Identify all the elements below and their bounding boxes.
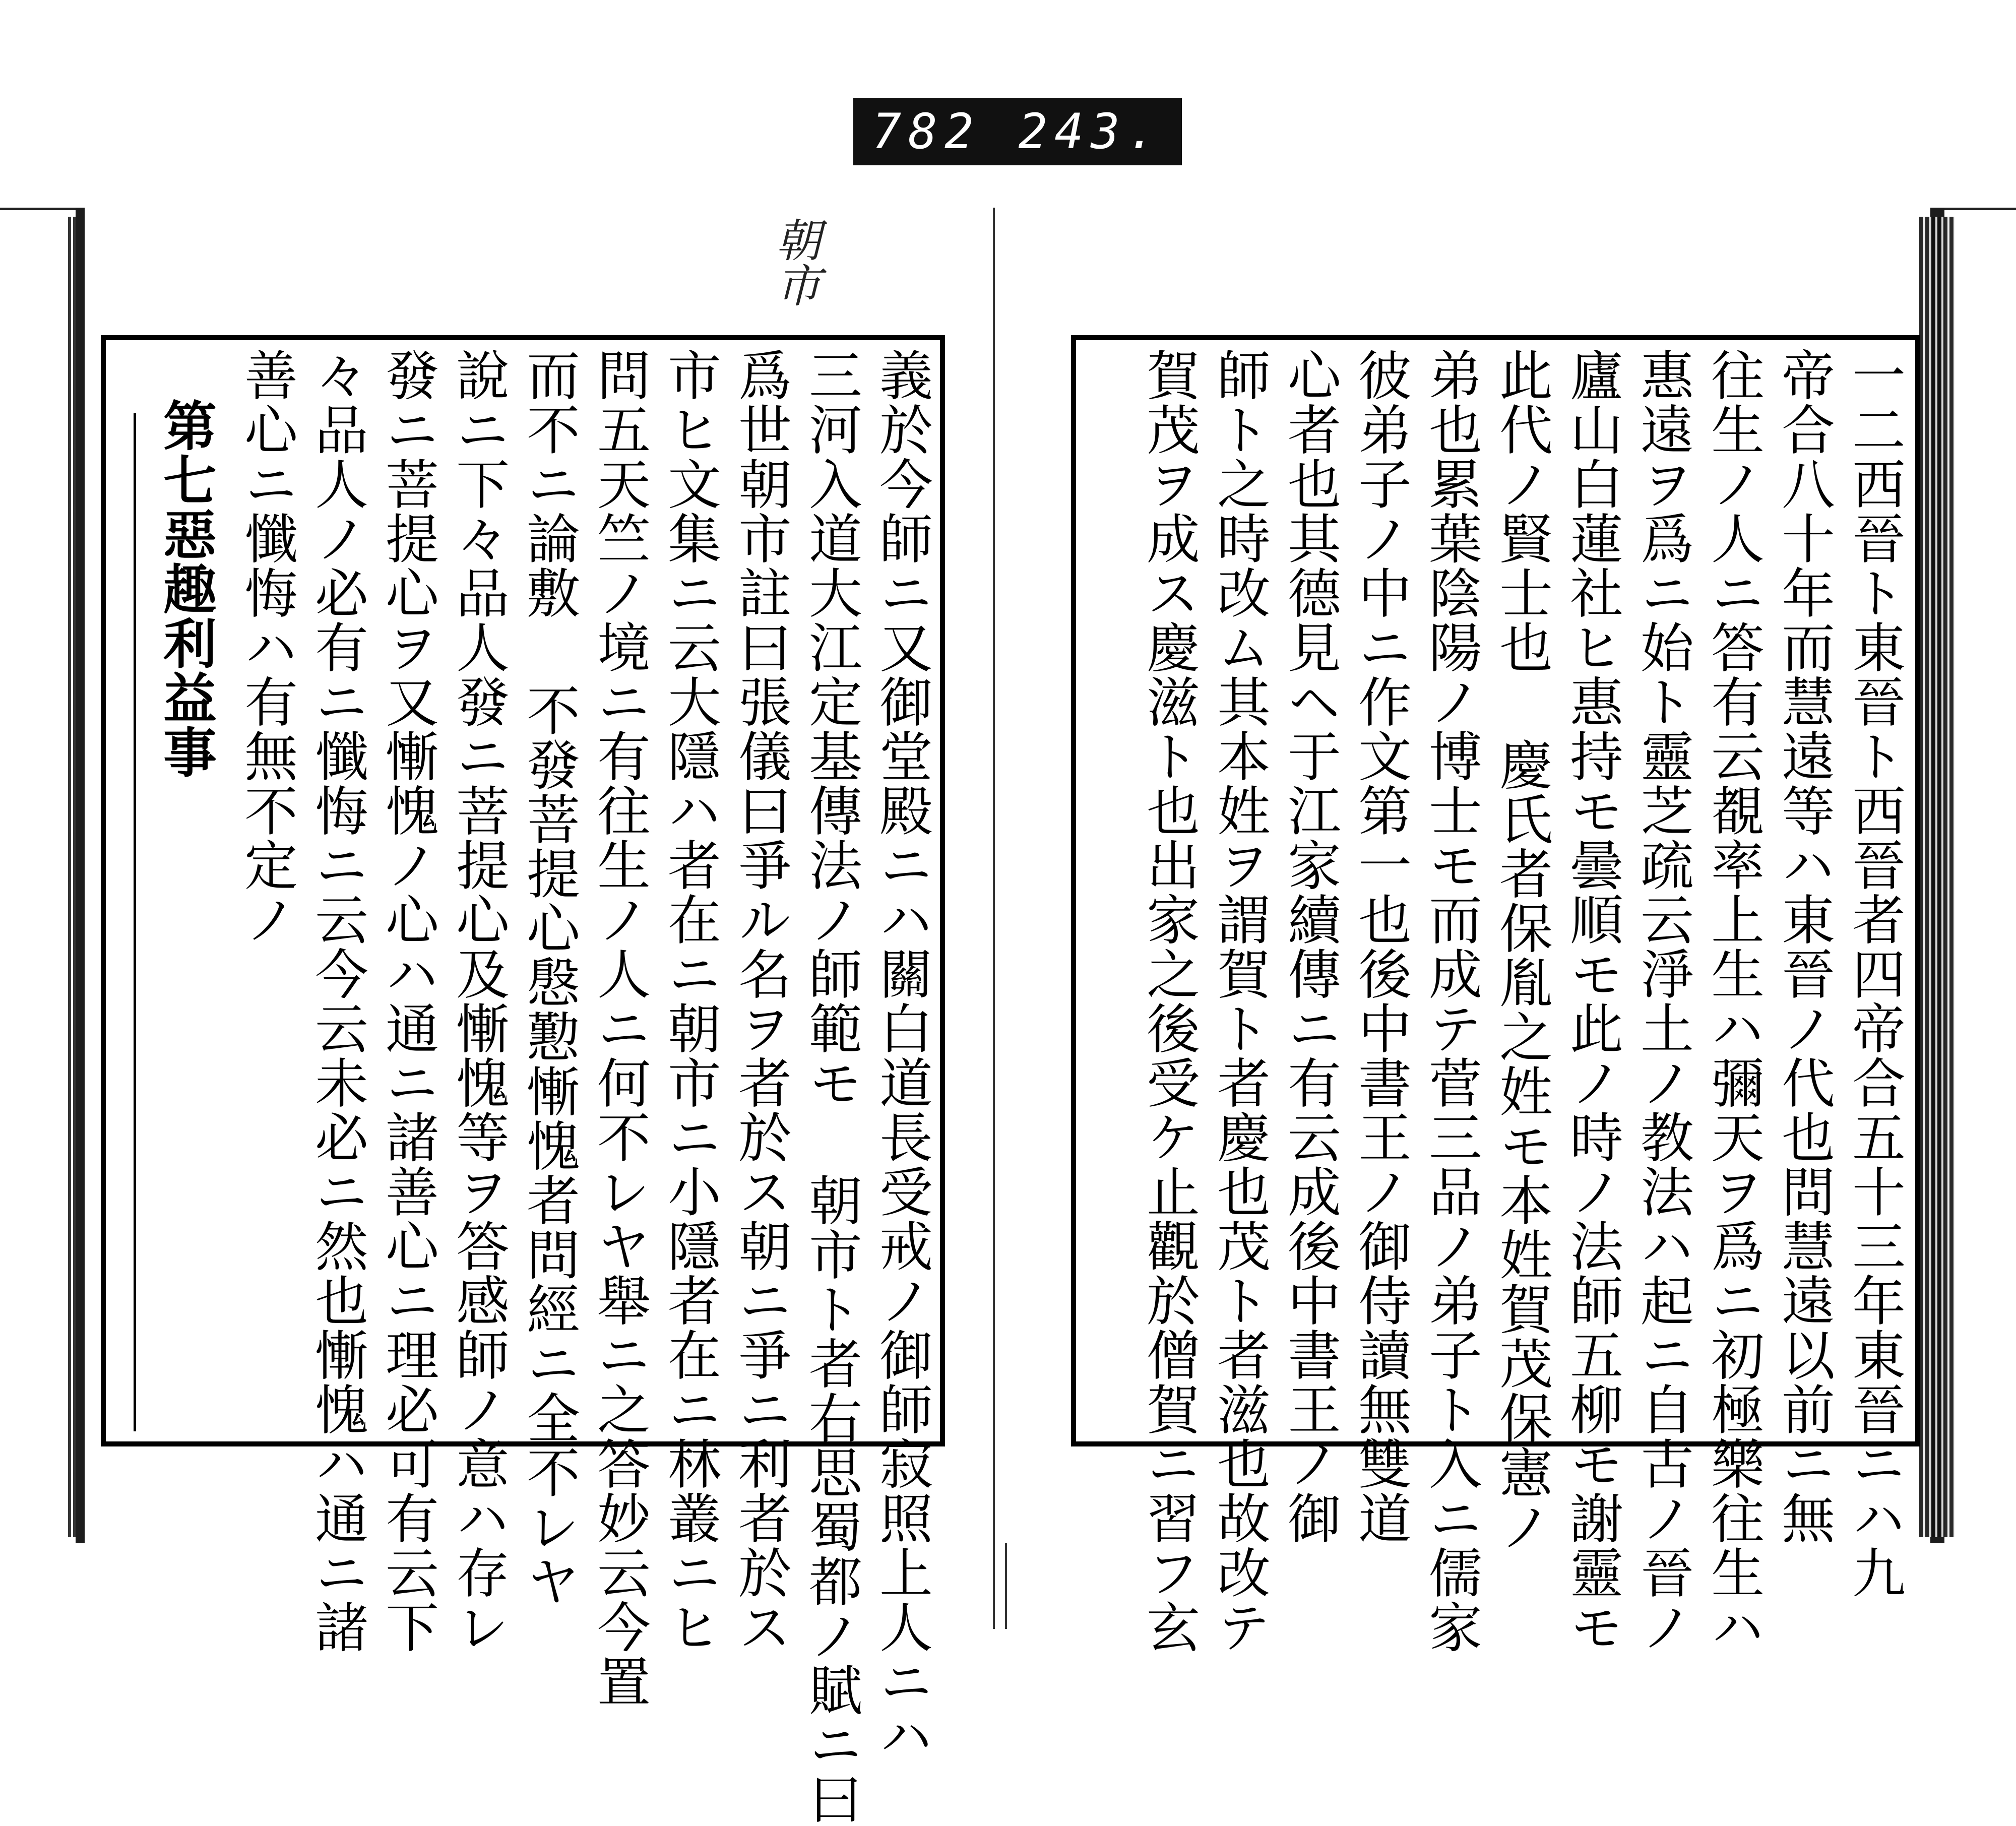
left-column-6: 而不ニ論敷 不發菩提心慇懃慚愧者問經ニ全不レヤ (518, 348, 580, 1608)
left-column-9: 々品人ノ必有ニ懺悔ニ云今云未必ニ然也慚愧ハ通ニ諸 (306, 348, 368, 1654)
left-column-7: 說ニ下々品人發ニ菩提心及慚愧等ヲ答感師ノ意ハ存レ (448, 348, 510, 1654)
catalog-number-right: 243. (1018, 103, 1163, 160)
right-column-11: 賀茂ヲ成ス慶滋ト也出家之後受ケ止觀於僧賀ニ習フ玄 (1138, 348, 1200, 1654)
right-column-2: 帝合八十年而慧遠等ハ東晉ノ代也問慧遠以前ニ無 (1773, 348, 1835, 1545)
right-column-7: 弟也累葉陰陽ノ博士モ而成テ菅三品ノ弟子ト入ニ儒家 (1420, 348, 1482, 1654)
right-column-3: 往生ノ人ニ答有云覩率上生ハ彌天ヲ爲ニ初極樂往生ハ (1703, 348, 1765, 1654)
right-page-edge (1919, 217, 1955, 1537)
catalog-label (853, 98, 1182, 165)
left-column-2: 三河入道大江定基傳法ノ師範モ 朝市ト者右思蜀都ノ賦ニ曰 (800, 348, 862, 1826)
catalog-number-left: 782 (872, 103, 981, 160)
right-column-6: 此代ノ賢士也 慶氏者保胤之姓モ本姓賀茂保憲ノ (1491, 348, 1553, 1554)
right-column-9: 心者也其德見ヘ于江家續傳ニ有云成後中書王ノ御 (1279, 348, 1341, 1545)
left-column-8: 發ニ菩提心ヲ又慚愧ノ心ハ通ニ諸善心ニ理必可有云下 (377, 348, 439, 1654)
left-column-1: 義於今師ニ又御堂殿ニハ關白道長受戒ノ御師寂照上人ニハ (871, 348, 933, 1763)
margin-annotation: 朝市 (768, 217, 821, 307)
right-column-5: 廬山白蓮社ヒ惠持モ曇順モ此ノ時ノ法師五柳モ謝靈モ (1561, 348, 1623, 1654)
right-column-8: 彼弟子ノ中ニ作文第一也後中書王ノ御侍讀無雙道 (1350, 348, 1412, 1545)
section-heading: 第七惡趣利益事 (155, 398, 218, 779)
left-column-5: 問五天竺ノ境ニ有往生ノ人ニ何不レヤ舉ニ之答妙云今置 (589, 348, 651, 1709)
left-column-3: 爲世朝市註曰張儀曰爭ル名ヲ者於ス朝ニ爭ニ利者於ス (730, 348, 792, 1654)
left-inner-rule (134, 413, 136, 1431)
right-column-1: 一二西晉ト東晉ト西晉者四帝合五十三年東晉ニハ九 (1844, 348, 1906, 1600)
right-column-10: 師ト之時改ム其本姓ヲ謂賀ト者慶也茂ト者滋也故改テ (1209, 348, 1271, 1654)
right-column-4: 惠遠ヲ爲ニ始ト靈芝疏云淨土ノ教法ハ起ニ自古ノ晉ノ (1632, 348, 1694, 1654)
left-column-4: 市ヒ文集ニ云大隱ハ者在ニ朝市ニ小隱者在ニ林叢ニヒ (659, 348, 721, 1654)
left-column-10: 善心ニ懺悔ハ有無不定ノ (236, 348, 298, 947)
